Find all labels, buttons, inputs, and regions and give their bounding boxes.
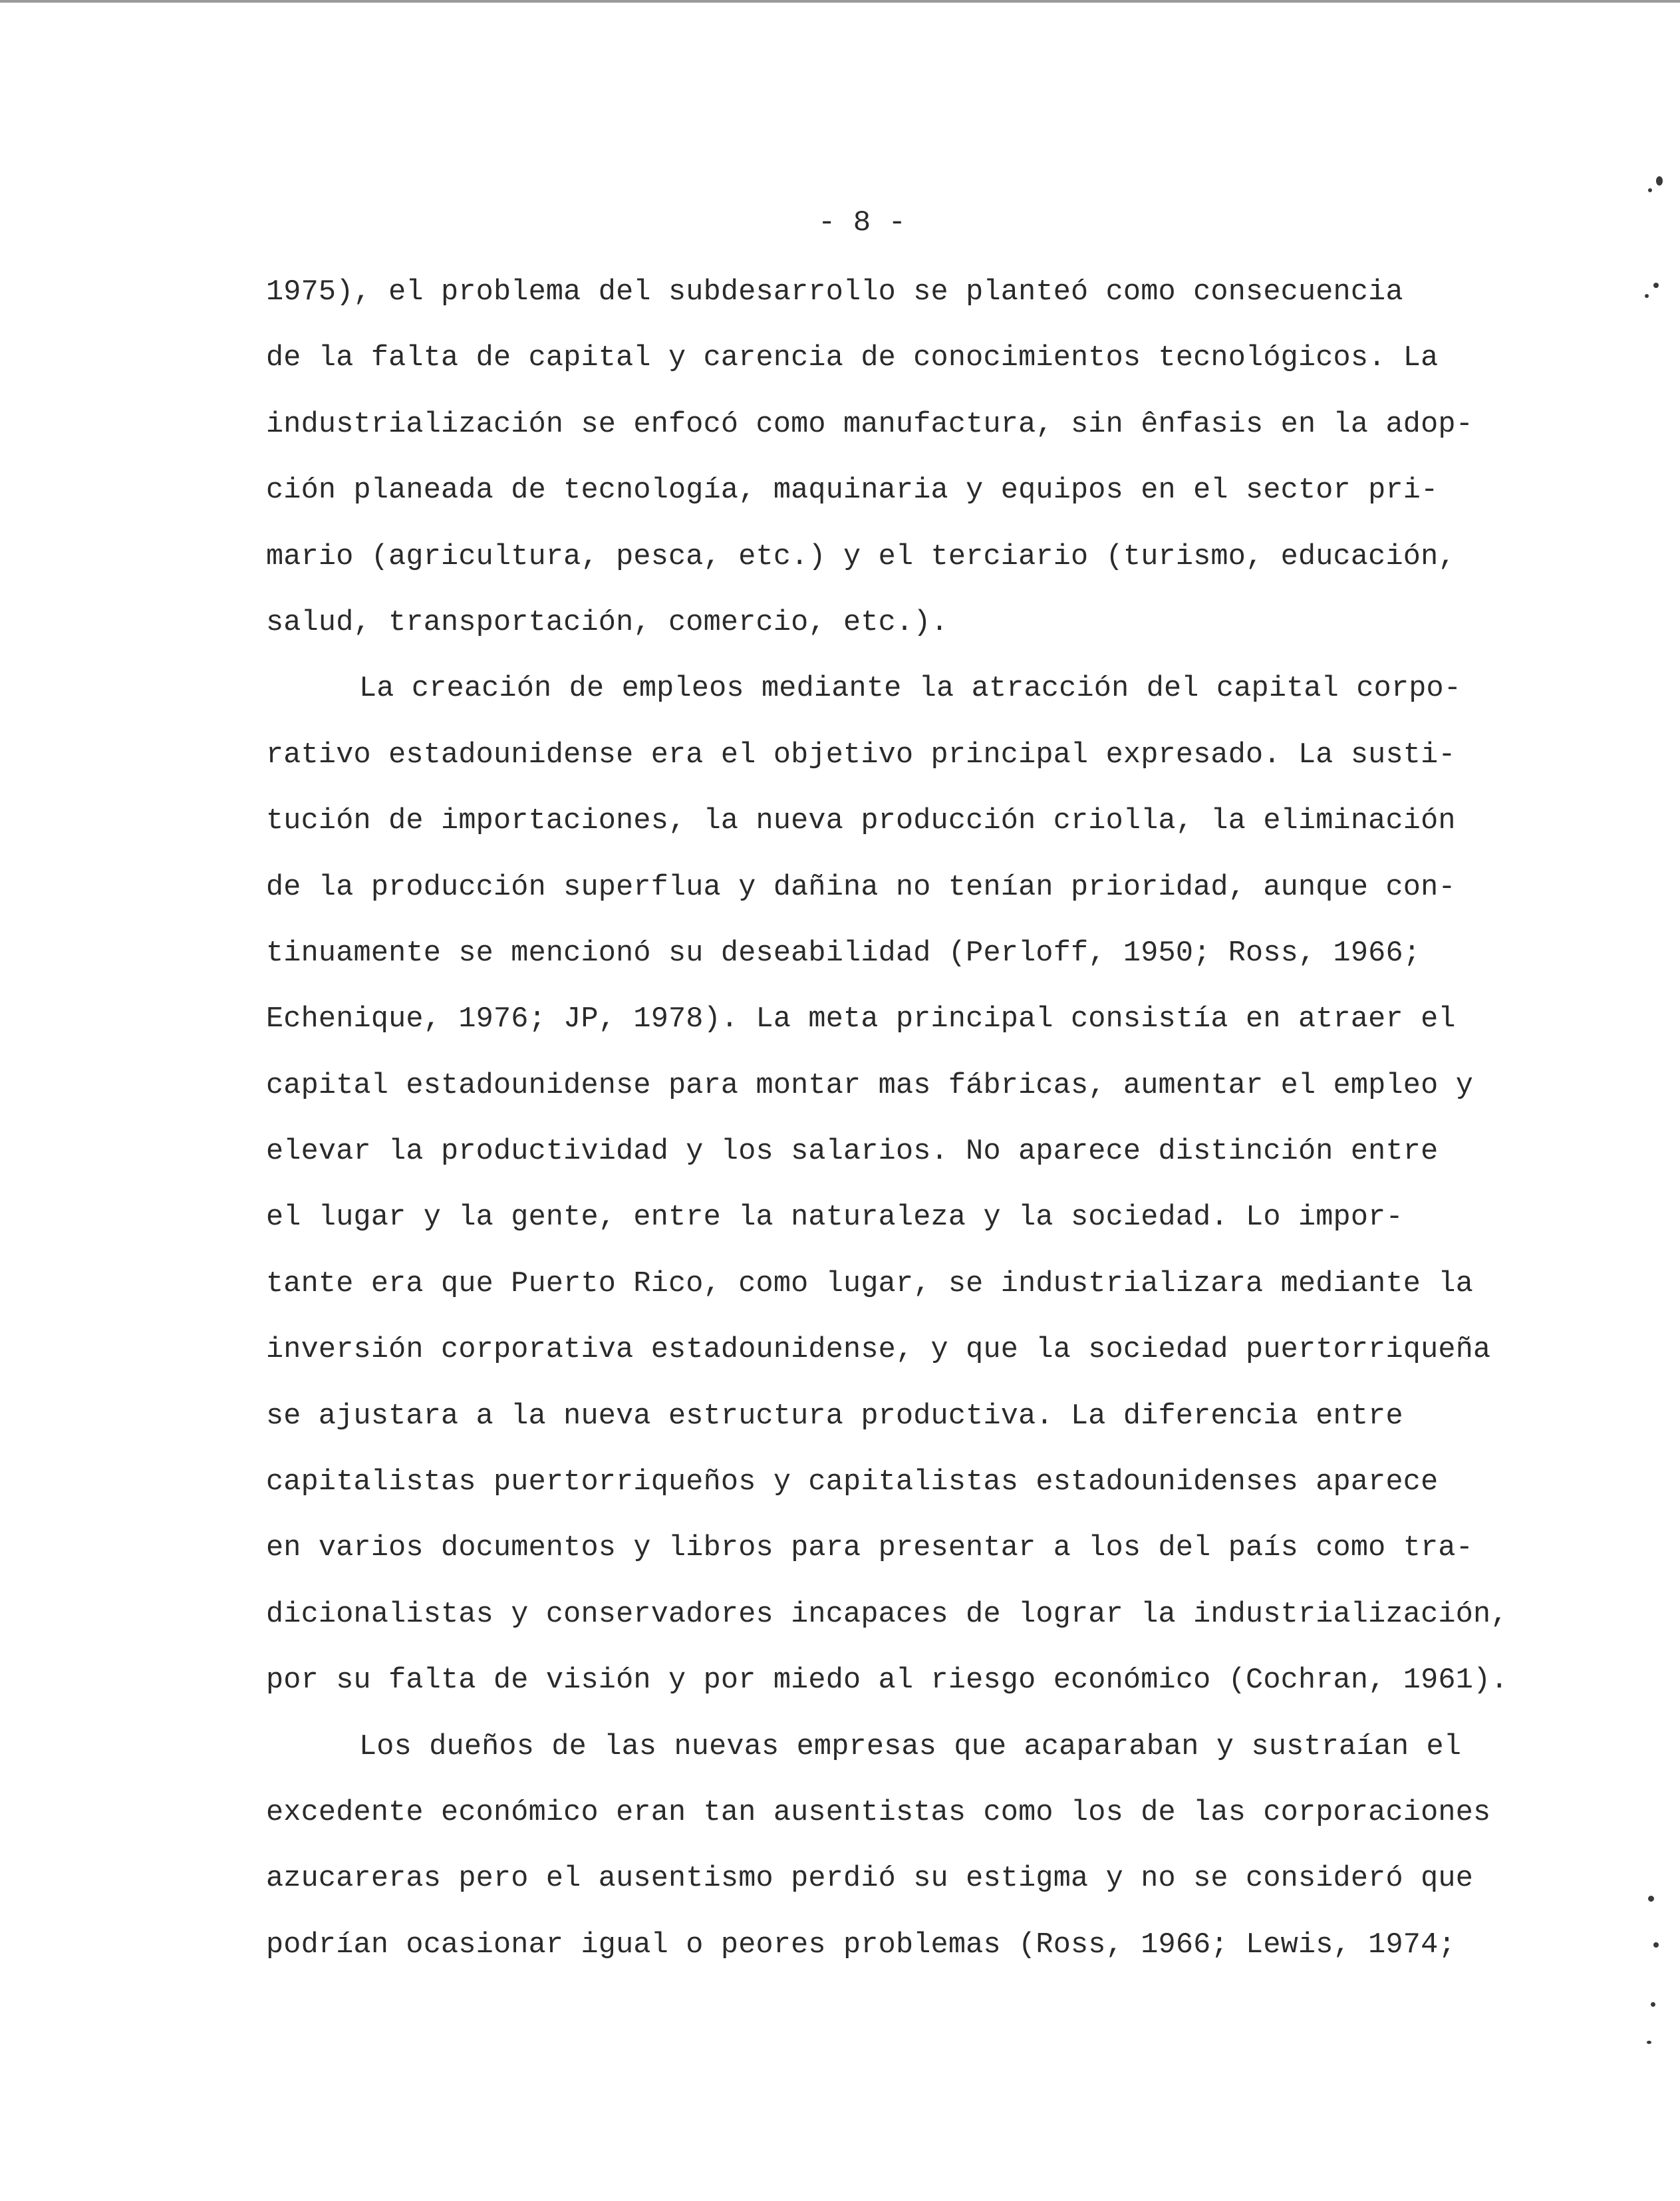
text-line: excedente económico eran tan ausentistas como los de las corporaciones: [266, 1796, 1491, 1829]
scan-speck: [1648, 1896, 1654, 1902]
text-line: azucareras pero el ausentismo perdió su estigma y no se consideró que: [266, 1862, 1473, 1896]
scan-speck: [1645, 294, 1649, 298]
scan-speck: [1653, 283, 1659, 288]
text-line: ción planeada de tecnología, maquinaria y equipos en el sector pri-: [266, 474, 1439, 508]
text-line: de la falta de capital y carencia de conocimientos tecnológicos. La: [266, 342, 1439, 375]
text-line: dicionalistas y conservadores incapaces de lograr la industrialización,: [266, 1598, 1508, 1631]
paragraph-start-line: La creación de empleos mediante la atracción del capital corpo-: [359, 672, 1462, 706]
text-line: tinuamente se mencionó su deseabilidad (Perloff, 1950; Ross, 1966;: [266, 937, 1421, 970]
text-line: de la producción superflua y dañina no tenían prioridad, aunque con-: [266, 871, 1456, 904]
page-number: - 8 -: [818, 206, 907, 239]
text-line: elevar la productividad y los salarios. No aparece distinción entre: [266, 1135, 1439, 1169]
text-line: capitalistas puertorriqueños y capitalistas estadounidenses aparece: [266, 1466, 1439, 1499]
text-line: industrialización se enfocó como manufactura, sin ênfasis en la adop-: [266, 408, 1473, 441]
text-line: inversión corporativa estadounidense, y que la sociedad puertorriqueña: [266, 1334, 1491, 1367]
text-line: por su falta de visión y por miedo al riesgo económico (Cochran, 1961).: [266, 1664, 1508, 1697]
text-line: tución de importaciones, la nueva producción criolla, la eliminación: [266, 805, 1456, 838]
paragraph-start-line: Los dueños de las nuevas empresas que acaparaban y sustraían el: [359, 1730, 1462, 1763]
text-line: Echenique, 1976; JP, 1978). La meta principal consistía en atraer el: [266, 1003, 1456, 1036]
body-text: [266, 273, 1543, 1991]
scan-speck: [1656, 176, 1663, 186]
scan-speck: [1653, 1942, 1659, 1948]
text-line: 1975), el problema del subdesarrollo se planteó como consecuencia: [266, 276, 1403, 309]
text-line: se ajustara a la nueva estructura productiva. La diferencia entre: [266, 1399, 1403, 1433]
scan-speck: [1648, 188, 1652, 192]
text-line: capital estadounidense para montar mas fábricas, aumentar el empleo y: [266, 1069, 1473, 1102]
page-top-edge: [0, 0, 1680, 3]
scan-speck: [1647, 2041, 1651, 2044]
text-line: en varios documentos y libros para presentar a los del país como tra-: [266, 1532, 1473, 1565]
text-line: tante era que Puerto Rico, como lugar, se industrializara mediante la: [266, 1267, 1473, 1300]
text-line: el lugar y la gente, entre la naturaleza y la sociedad. Lo impor-: [266, 1201, 1403, 1235]
text-line: rativo estadounidense era el objetivo principal expresado. La susti-: [266, 738, 1456, 772]
text-line: podrían ocasionar igual o peores problemas (Ross, 1966; Lewis, 1974;: [266, 1928, 1456, 1962]
scan-speck: [1651, 2002, 1655, 2007]
text-line: salud, transportación, comercio, etc.).: [266, 606, 948, 639]
text-line: mario (agricultura, pesca, etc.) y el terciario (turismo, educación,: [266, 540, 1456, 573]
